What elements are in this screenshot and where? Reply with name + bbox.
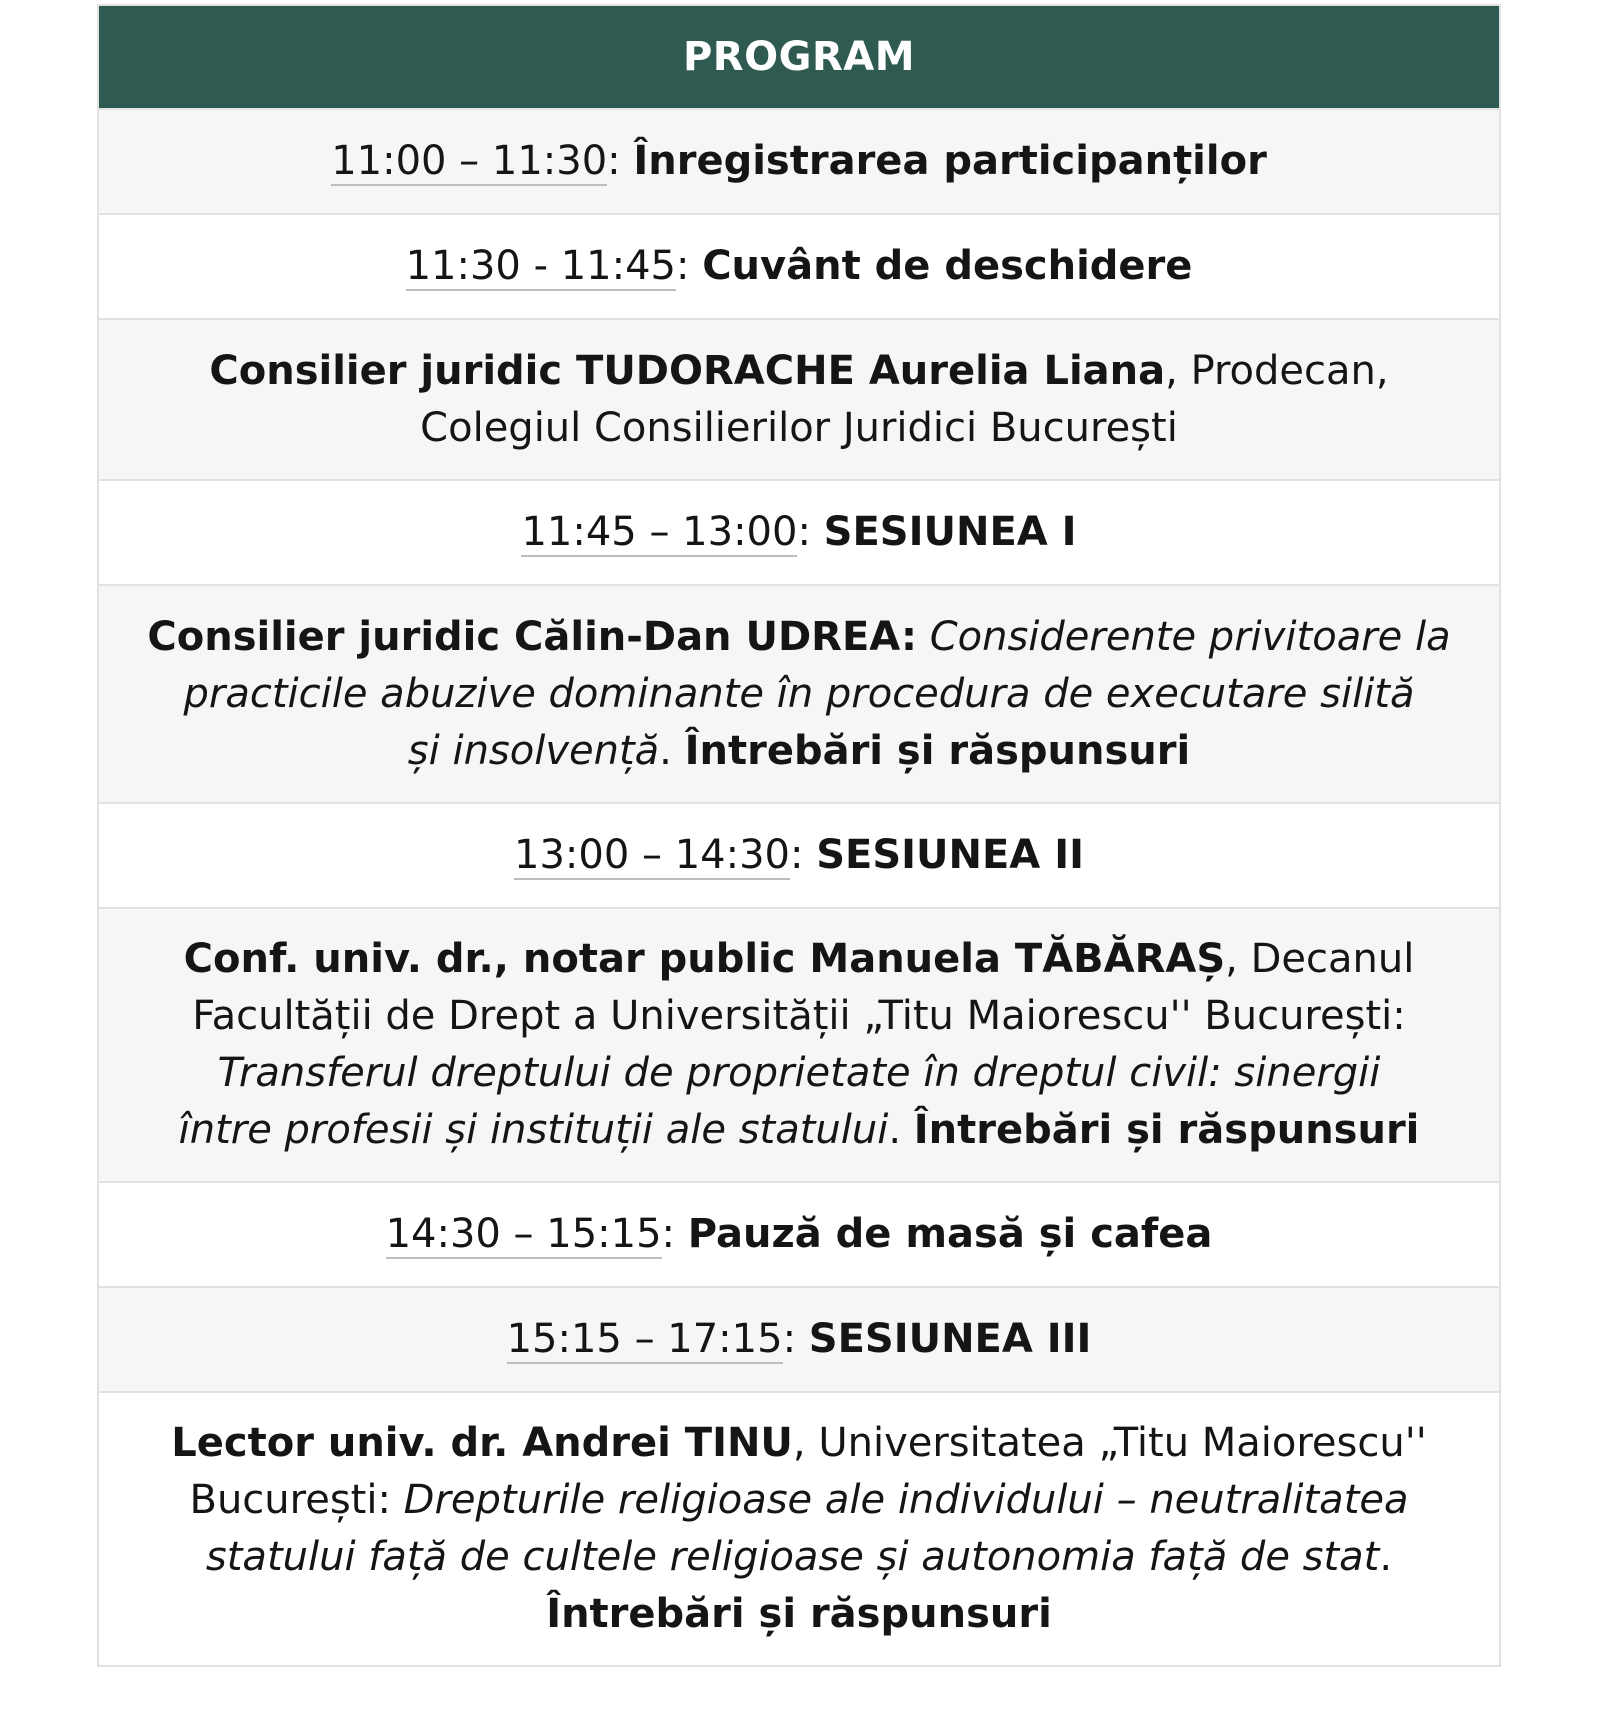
- speaker-name: Lector univ. dr. Andrei TINU: [171, 1420, 793, 1466]
- program-header: [99, 6, 1499, 108]
- schedule-row-opening: 11:30 - 11:45: Cuvânt de deschidere: [99, 213, 1499, 318]
- speaker-affiliation: , Prodecan,: [1165, 347, 1389, 394]
- row-title: Pauză de masă și cafea: [687, 1211, 1213, 1257]
- speaker-row-tinu: Lector univ. dr. Andrei TINU, Universitatea „Titu Maiorescu'' București: Drepturile religioase ale individului – neutralitatea statului față de cultele religioase și autonomia față de stat. Întrebări și răspunsuri: [99, 1391, 1499, 1665]
- program-table: [97, 4, 1501, 1667]
- time-range: 13:00 – 14:30: [514, 832, 790, 878]
- talk-topic: Considerente privitoare la: [929, 613, 1451, 660]
- speaker-affiliation: , Decanul: [1225, 936, 1415, 982]
- speaker-name: Consilier juridic TUDORACHE Aurelia Liana: [209, 347, 1166, 394]
- row-title: SESIUNEA I: [823, 509, 1077, 555]
- talk-topic-line: între profesii și instituții ale statului: [178, 1107, 889, 1153]
- time-range: 11:00 – 11:30: [331, 138, 608, 184]
- speaker-row-tabaras: Conf. univ. dr., notar public Manuela TĂBĂRAȘ, Decanul Facultății de Drept a Universității „Titu Maiorescu'' București: Transferul dreptului de proprietate în dreptul civil: sinergii între profesii și instituții ale statului. Întrebări și răspunsuri: [99, 907, 1499, 1181]
- speaker-name: Consilier juridic Călin-Dan UDREA:: [147, 613, 917, 660]
- talk-topic-line: practicile abuzive dominante în procedura de executare silită: [183, 670, 1415, 717]
- schedule-row-session-3: 15:15 – 17:15: SESIUNEA III: [99, 1286, 1499, 1391]
- schedule-row-lunch-break: 14:30 – 15:15: Pauză de masă și cafea: [99, 1181, 1499, 1286]
- time-range: 11:30 - 11:45: [405, 243, 676, 289]
- schedule-row-session-2: 13:00 – 14:30: SESIUNEA II: [99, 802, 1499, 907]
- speaker-row-udrea: Consilier juridic Călin-Dan UDREA: Considerente privitoare la practicile abuzive dominante în procedura de executare silită și insolvență. Întrebări și răspunsuri: [99, 584, 1499, 802]
- qa-label: Întrebări și răspunsuri: [913, 1107, 1420, 1153]
- row-title: Înregistrarea participanților: [633, 138, 1267, 184]
- talk-topic: Transferul dreptului de proprietate în dreptul civil: sinergii: [217, 1050, 1381, 1096]
- row-title: Cuvânt de deschidere: [702, 243, 1193, 289]
- time-range: 11:45 – 13:00: [521, 509, 798, 555]
- schedule-row-session-1: 11:45 – 13:00: SESIUNEA I: [99, 479, 1499, 584]
- talk-topic-line: și insolvență: [407, 727, 660, 774]
- time-range: 14:30 – 15:15: [385, 1211, 662, 1257]
- speaker-name: Conf. univ. dr., notar public Manuela TĂBĂRAȘ: [183, 936, 1226, 982]
- speaker-affiliation-line: București:: [189, 1477, 391, 1523]
- row-title: SESIUNEA III: [808, 1316, 1092, 1362]
- schedule-row-registration: 11:00 – 11:30: Înregistrarea participanților: [99, 108, 1499, 213]
- time-range: 15:15 – 17:15: [506, 1316, 783, 1362]
- talk-topic: Drepturile religioase ale individului – neutralitatea: [403, 1477, 1409, 1523]
- row-title: SESIUNEA II: [816, 832, 1084, 878]
- qa-label: Întrebări și răspunsuri: [684, 727, 1191, 774]
- speaker-row-tudorache: [99, 318, 1499, 479]
- speaker-affiliation: , Universitatea „Titu Maiorescu'': [792, 1420, 1427, 1466]
- speaker-affiliation-line: Colegiul Consilierilor Juridici București: [420, 404, 1178, 451]
- talk-topic-line: statului față de cultele religioase și autonomia față de stat: [205, 1534, 1380, 1580]
- qa-label: Întrebări și răspunsuri: [546, 1591, 1052, 1637]
- program-title: PROGRAM: [682, 34, 915, 80]
- speaker-affiliation-line: Facultății de Drept a Universității „Titu Maiorescu'' București:: [192, 993, 1406, 1039]
